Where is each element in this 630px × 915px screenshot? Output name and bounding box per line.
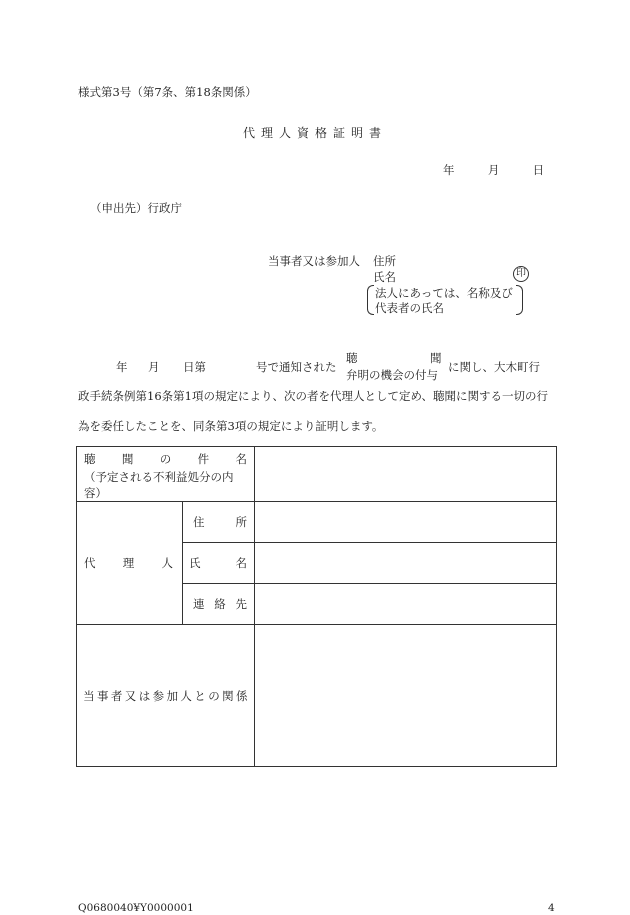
paragraph-line1 — [0, 350, 630, 384]
agent-address-value[interactable] — [255, 502, 557, 543]
para-line1-end: に関し、大木町行 — [448, 360, 540, 374]
date-month: 月 — [487, 163, 500, 177]
applicant-address-label: 住所 — [373, 254, 396, 268]
row-agent-address — [77, 502, 557, 543]
corp-note-line2: 代表者の氏名 — [375, 301, 444, 315]
choice-hearing-2: 聞 — [430, 351, 442, 365]
hs-char: 名 — [235, 452, 247, 466]
hs-char: 件 — [197, 452, 210, 466]
choice-explanation: 弁明の機会の付与 — [346, 368, 438, 382]
agent-name-label — [183, 543, 255, 584]
name-char: 氏 — [189, 556, 201, 570]
contact-char: 絡 — [214, 597, 226, 611]
para-year: 年 — [116, 360, 128, 374]
agent-label — [77, 502, 183, 625]
relation-value[interactable] — [255, 625, 557, 767]
document-title: 代理人資格証明書 — [242, 126, 387, 140]
corp-note-line1: 法人にあっては、名称及び — [375, 286, 513, 300]
agent-char: 代 — [84, 556, 96, 570]
certificate-table — [76, 446, 557, 767]
agent-name-value[interactable] — [255, 543, 557, 584]
corporation-note — [367, 285, 523, 315]
date-year: 年 — [443, 163, 455, 177]
para-notified: 号で通知された — [256, 360, 337, 374]
agent-contact-label — [183, 584, 255, 625]
applicant-role: 当事者又は参加人 — [268, 254, 360, 268]
agent-char: 理 — [122, 556, 135, 570]
date-day: 日 — [532, 163, 545, 177]
addr-char: 所 — [235, 515, 247, 529]
right-bracket — [516, 285, 523, 315]
date-line — [443, 162, 544, 178]
choice-hearing-1: 聴 — [346, 351, 358, 365]
name-char: 名 — [235, 556, 247, 570]
para-day-no: 日第 — [183, 360, 206, 374]
hearing-subject-label — [77, 447, 255, 502]
form-number: 様式第3号（第7条、第18条関係） — [78, 85, 257, 99]
paragraph-line3: 為を委任したことを、同条第3項の規定により証明します。 — [78, 419, 384, 433]
seal-mark: 印 — [513, 266, 529, 282]
hearing-subject-note: （予定される不利益処分の内容） — [84, 470, 234, 500]
recipient: （申出先）行政庁 — [90, 201, 182, 215]
contact-char: 先 — [235, 597, 247, 611]
hearing-subject-value[interactable] — [255, 447, 557, 502]
agent-address-label — [183, 502, 255, 543]
row-hearing-subject — [77, 447, 557, 502]
left-bracket — [367, 285, 374, 315]
hs-char: 聞 — [121, 452, 134, 466]
addr-char: 住 — [193, 515, 205, 529]
relation-label: 当事者又は参加人との関係 — [77, 625, 255, 767]
applicant-name-label: 氏名 — [373, 270, 396, 284]
paragraph-line2: 政手続条例第16条第1項の規定により、次の者を代理人として定め、聴聞に関する一切の行 — [78, 389, 548, 403]
hs-char: 聴 — [84, 452, 96, 466]
contact-char: 連 — [193, 597, 205, 611]
row-relation — [77, 625, 557, 767]
page-number: 4 — [548, 902, 555, 914]
agent-char: 人 — [161, 556, 173, 570]
footer-code: Q0680040¥Y0000001 — [78, 902, 194, 914]
hs-char: の — [159, 452, 172, 466]
para-month: 月 — [148, 360, 160, 374]
agent-contact-value[interactable] — [255, 584, 557, 625]
